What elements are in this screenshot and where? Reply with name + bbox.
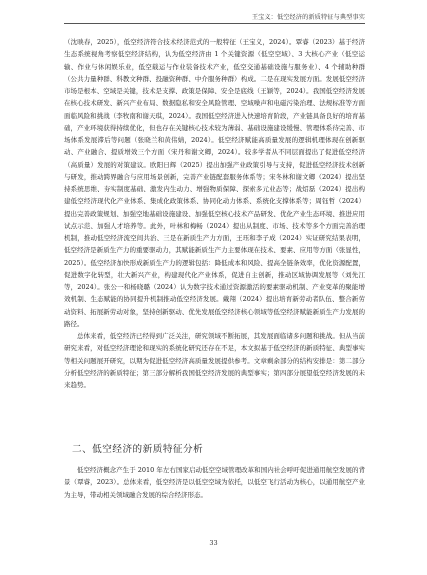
section-paragraph-1: 低空经济概念产生于 2010 年左右国家启动低空空域管理改革和国内社会呼吁促进通用航空发展的背景（覃睿，2023）。总体来看，低空经济是以低空空域为依托，以低空飞行活动为核心，以通用航空产业为主导，带动相关领域融合发展的综合经济形态。	[64, 466, 365, 499]
body-text	[64, 36, 365, 391]
section-body	[64, 464, 365, 501]
body-paragraph-1: （沈映春，2025），低空经济符合技术经济范式的一般特征（王宝义，2024）。覃睿（2023）基于经济生态系统视角考察低空经济结构，认为低空经济由 1 个关键资源（低空空域）、3 大核心产业（低空运输、作业与休闲娱乐业，低空载运与作业装备技术产业，低空交通基础设施与服务业）、4 个辅助种群（公共力量种群、科教文种群、投融资种群、中介服务种群）构成。二是在现实发展方面。发展低空经济市场是根本、空域是关键，技术是支撑、政策是保障、安全是底线（王颖等，2024）。我国低空经济发展在核心技术研发、新兴产业布局、数据隐私和安全风险管理、空域噪声和电磁污染治理、法规标准等方面面临风险和挑战（李牧南和谢天琪，2024）。我国低空经济进入快速培育阶段，产业链具备良好的培育基础，产业环境获得持续优化，但也存在关键核心技术较为薄弱、基础设施建设缓慢、管理体系待完善、市场体系发展滞后等问题（张晓兰和黄伟婧，2024）。低空经济赋能高质量发展的逻辑机理体现在创新驱动、产业融合、提质增效三个方面（宋丹和谢文卿，2024）。较多学者从不同层面提出了促进低空经济（高质量）发展的对策建议。欧阳日辉（2025）提出加强产业政策引导与支持，促进低空经济技术创新与研发，推动跨界融合与应用场景创新，完善产业链配套服务体系等；宋冬林和谢文卿（2024）提出坚持系统思维、夯实制度基础、激发内生动力、增强物质保障、探索多元业态等；战炤磊（2024）提出构建低空经济现代化产业体系、集成化政策体系、协同化动力体系、系统化支撑体系等；周钰哲（2024）提出完善政策规划、加强空地基础设施建设、加强低空核心技术产品研发、优化产业生态环境、推进应用试点示范、加强人才培养等。此外，叶林和梅畅（2024）提出从制度、市场、技术等多个方面完善治理机制，推动低空经济流空间共治、三是在新质生产力方面，王珏和李子成（2024）实证研究结果表明，低空经济是新质生产力的重要驱动力，其赋能新质生产力主要体现在技术、要素、应用等方面（张显性，2025）。低空经济加快形成新质生产力的逻辑包括：降低成本和风险、提高全链条效率，优化资源配置，促进数字化转型，壮大新兴产业，构建现代化产业体系，促进自主创新，推动区域协调发展等（刘先江等，2024）。张公一和杨晓璐（2024）认为数字技术通过资源激活的要素驱动机制、产业变革的聚能增效机制、生态赋能的协同提升机制推动低空经济发展。戴翔（2024）提出培育新劳动者队伍、整合新劳动资料、拓展新劳动对象，坚持创新驱动、优先发展低空经济核心领域等低空经济赋能新质生产力发展的路径。	[64, 38, 365, 328]
body-paragraph-2: 总体来看，低空经济已经得到广泛关注，研究领域不断拓展，其发展面临诸多问题和挑战。但从当前研究来看，对低空经济理论和现实的系统化研究还存在不足，本文拟基于低空经济的新质特征、典型事实等相关问题展开研究，以期为促进低空经济高质量发展提供参考。文章剩余部分的结构安排是：第二部分分析低空经济的新质特征；第三部分解析我国低空经济发展的典型事实；第四部分展望低空经济发展的未来趋势。	[64, 332, 365, 389]
running-header: 王宝义：低空经济的新质特征与典型事实	[251, 14, 365, 21]
header-divider	[64, 23, 365, 24]
page-number: 33	[209, 539, 218, 547]
section-heading: 二、低空经济的新质特征分析	[72, 444, 204, 455]
